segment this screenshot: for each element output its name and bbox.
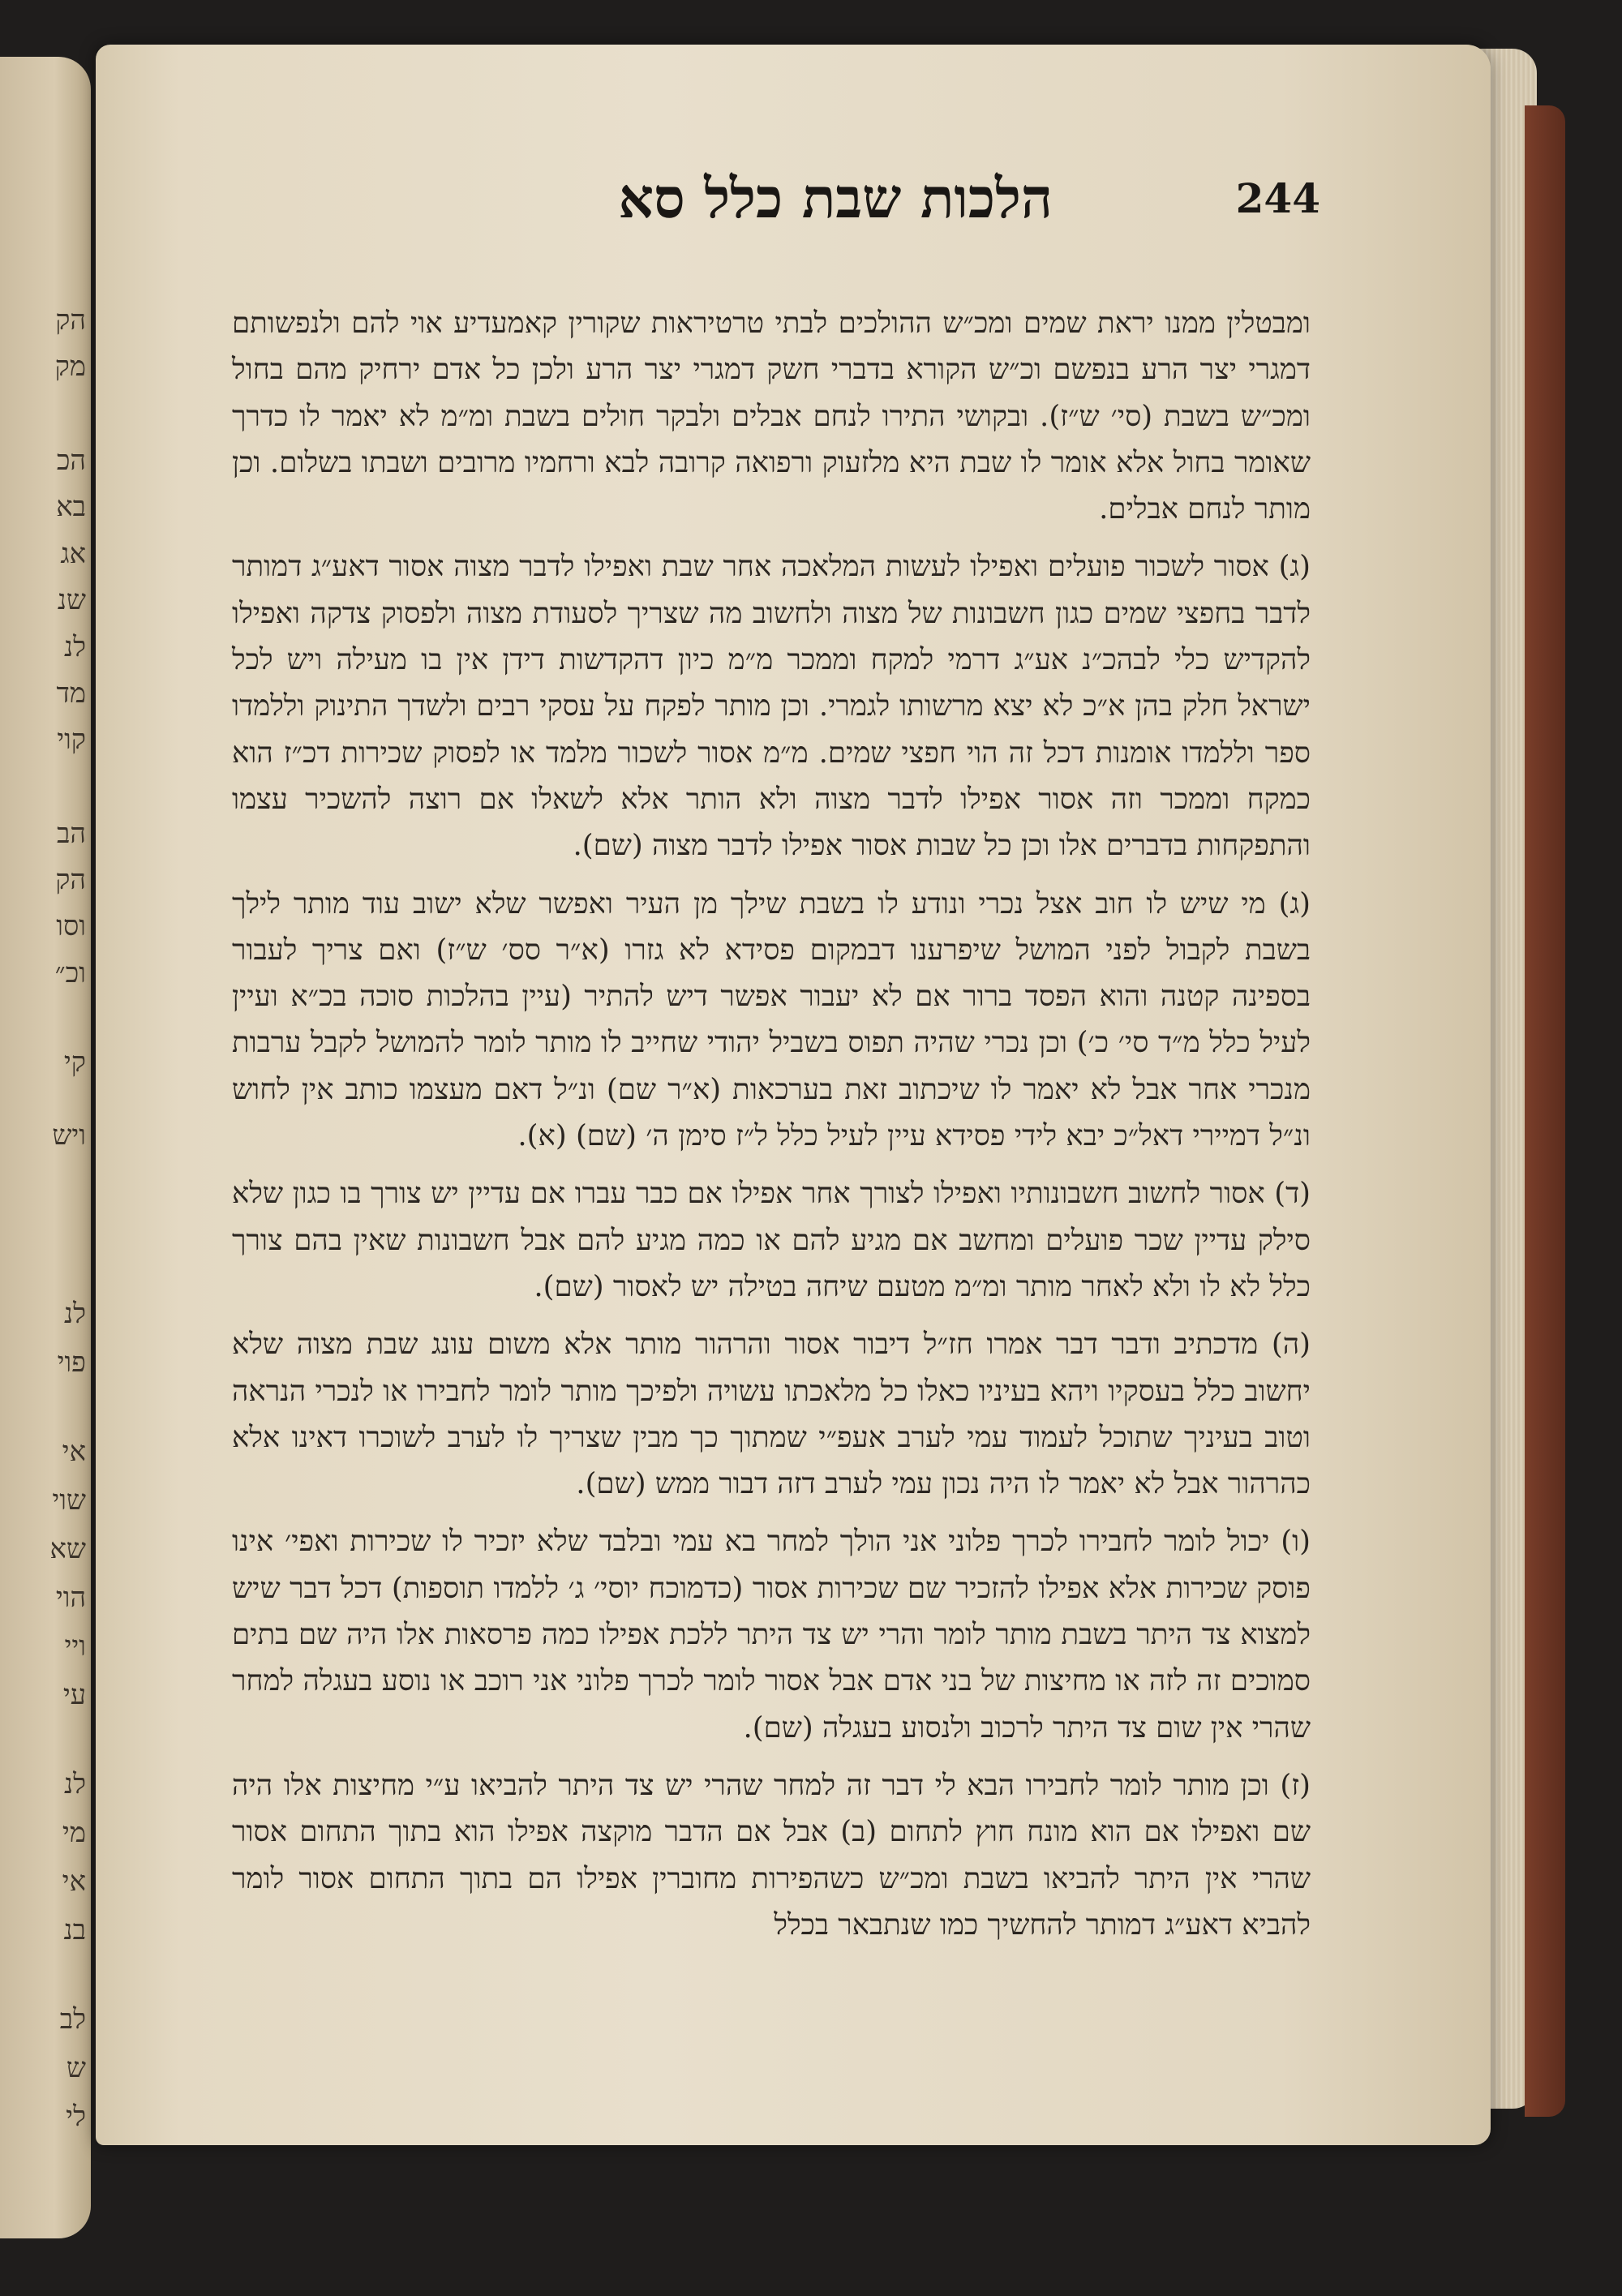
facing-page-fragment: אג	[60, 538, 86, 570]
facing-page-fragment: שנ	[57, 584, 86, 616]
facing-page-fragment: שא	[49, 1533, 86, 1565]
facing-page-fragment: לי	[66, 2101, 86, 2133]
facing-page-fragment: בנ	[63, 1914, 86, 1946]
facing-page-fragment: הק	[55, 304, 86, 337]
facing-page-fragment: עי	[62, 1679, 86, 1711]
facing-page-fragment: הק	[55, 864, 86, 896]
running-title: הלכות שבת כלל סא	[618, 166, 1053, 231]
facing-page-fragment: פוי	[57, 1346, 86, 1379]
facing-page-fragment: שוי	[52, 1484, 86, 1517]
body-text	[232, 300, 1311, 1948]
facing-page-fragment: קוי	[57, 723, 86, 756]
page-header	[461, 166, 1320, 255]
facing-page-fragment: אי	[62, 1436, 86, 1468]
facing-page-fragment: מק	[54, 350, 86, 383]
facing-page-edge	[0, 57, 91, 2238]
book-page	[96, 45, 1491, 2145]
page-number: 244	[1235, 174, 1320, 222]
facing-page-fragment: בא	[56, 491, 86, 523]
facing-page-fragment: לנ	[64, 1298, 86, 1330]
paragraph: (ג) מי שיש לו חוב אצל נכרי ונודע לו בשבת שילך מן העיר ואפשר שלא ישוב עוד מותר לילך בשבת לקבול לפני המושל שיפרענו דבמקום פסידא לא גזרו (א״ר סס׳ ש״ז) ואם צריך לעבור בספינה קטנה והוא הפסד ברור אם לא יעבור אפשר דיש להתיר (עיין בהלכות סוכה בכ״א ועיין לעיל כלל מ״ד סי׳ כ׳) וכן נכרי שהיה תפוס בשביל יהודי שחייב לו מותר לומר להמושל לקבל ערבות מנכרי אחר אבל לא יאמר לו שיכתוב זאת בערכאות (א״ר שם) ונ״ל דאם מעצמו כותב אין לחוש ונ״ל דמיירי דאל״כ יבא לידי פסידא עיין לעיל כלל ל״ז סימן ה׳ (שם) (א).	[232, 886, 1311, 1153]
facing-page-fragment: לב	[59, 2003, 86, 2036]
book-cover-edge	[1525, 105, 1565, 2117]
facing-page-fragment: הב	[57, 818, 86, 850]
facing-page-fragment: ש	[66, 2052, 86, 2084]
facing-page-fragment: הוי	[55, 1581, 86, 1614]
paragraph: (ז) וכן מותר לומר לחבירו הבא לי דבר זה למחר שהרי יש צד היתר להביאו ע״י מחיצות אלו היה שם ואפילו אם הוא מונח חוץ לתחום (ב) אבל אם הדבר מוקצה אפילו הוא בתוך התחום אסור שהרי אין היתר להביאו בשבת ומכ״ש כשהפירות מחוברין אפילו הם בתוך התחום אסור לומר להביא דאע״ג דמותר להחשיך כמו שנתבאר בכלל	[232, 1768, 1311, 1942]
facing-page-fragment: הכ	[56, 444, 86, 477]
facing-page-fragment: ויש	[52, 1119, 86, 1152]
facing-page-fragment: לנ	[64, 1768, 86, 1800]
facing-page-fragment: מד	[56, 677, 86, 710]
paragraph: (ד) אסור לחשוב חשבונותיו ואפילו לצורך אחר אפילו אם כבר עברו אם עדיין יש צורך בו כגון שלא סילק עדיין שכר פועלים ומחשב אם מגיע להם או כמה מגיע להם אבל חשבונות שאין בהם צורך כלל לא לו ולא לאחר מותר ומ״מ מטעם שיחה בטילה יש לאסור (שם).	[232, 1177, 1311, 1303]
paragraph: (ג) אסור לשכור פועלים ואפילו לעשות המלאכה אחר שבת ואפילו לדבר מצוה אסור דאע״ג דמותר לדבר בחפצי שמים כגון חשבונות של מצוה ולחשוב מה שצריך לסעודת מצוה ולפסוק צדקה ואפילו להקדיש כלי לבהכ״נ אע״ג דרמי למקח וממכר מ״מ כיון דהקדשות דידן אין בו מעילה ויש לכל ישראל חלק בהן א״כ לא יצא מרשותו לגמרי. וכן מותר לפקח על עסקי רבים ולשדך התינוק וללמדו ספר וללמדו אומנות דכל זה הוי חפצי שמים. מ״מ אסור לשכור מלמד או לפסוק שכירות דכ״ז הוא כמקח וממכר וזה אסור אפילו לדבר מצוה ולא הותר אלא לשאלו אם רוצה להשכיר עצמו והתפקחות בדברים אלו וכן כל שבות אסור אפילו לדבר מצוה (שם).	[232, 550, 1311, 863]
facing-page-fragment: אי	[62, 1865, 86, 1898]
paragraph: ומבטלין ממנו יראת שמים ומכ״ש ההולכים לבתי טרטיראות שקורין קאמעדיע אוי להם ולנפשותם דמגרי יצר הרע בנפשם וכ״ש הקורא בדברי חשק דמגרי יצר הרע ולכן כל אדם ירחיק מהם בחול ומכ״ש בשבת (סי׳ ש״ז). ובקושי התירו לנחם אבלים ולבקר חולים בשבת ומ״מ לא יאמר לו כדרך שאומר בחול אלא אומר לו שבת היא מלזעוק ורפואה קרובה לבא ורחמיו מרובים ושבתו בשלום. וכן מותר לנחם אבלים.	[232, 307, 1311, 526]
facing-page-fragment: וכ״	[54, 957, 86, 989]
paragraph: (ו) יכול לומר לחבירו לכרך פלוני אני הולך למחר בא עמי ובלבד שלא יזכיר לו שכירות ואפי׳ אינו פוסק שכירות אלא אפילו להזכיר שם שכירות אסור (כדמוכח יוסי׳ ג׳ ללמדו תוספות) דכל דבר שיש למצוא צד היתר בשבת מותר לומר והרי יש צד היתר ללכת אפילו כמה פרסאות אלו היה שם בתים סמוכים זה לזה או מחיצות של בני אדם אבל אסור לומר לכרך פלוני אני רוכב או נוסע בעגלה למחר שהרי אין שום צד היתר לרכוב ולנסוע בעגלה (שם).	[232, 1525, 1311, 1745]
facing-page-fragment: ויי	[64, 1630, 86, 1663]
facing-page-fragment: מי	[62, 1817, 86, 1849]
paragraph: (ה) מדכתיב ודבר דבר אמרו חז״ל דיבור אסור והרהור מותר אלא משום עונג שבת מצוה שלא יחשוב כלל בעסקיו ויהא בעיניו כאלו כל מלאכתו עשויה ולפיכך מותר לומר לחבירו או לנכרי הנראה וטוב בעיניך שתוכל לעמוד עמי לערב אעפ״י שמתוך כך מבין שצריך לו לערב לשוכרו דאינו אלא כהרהור אבל לא יאמר לו היה נכון עמי לערב דזה דבור ממש (שם).	[232, 1328, 1311, 1501]
facing-page-fragment: וסו	[56, 910, 86, 942]
facing-page-fragment: לנ	[64, 631, 86, 663]
facing-page-fragment: קי	[63, 1046, 86, 1079]
